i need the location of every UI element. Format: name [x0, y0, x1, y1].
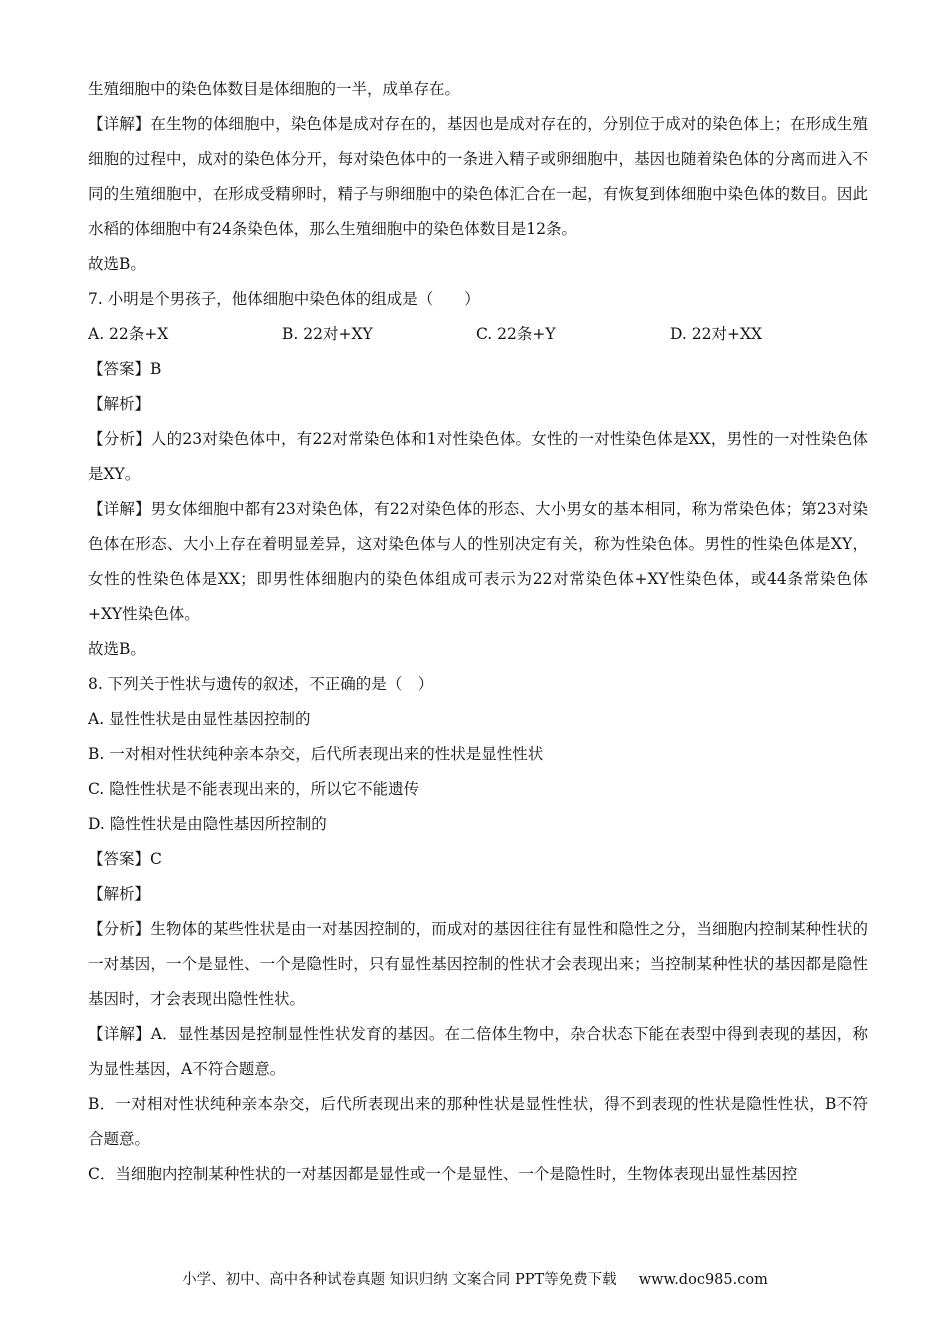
detail-paragraph: 【详解】男女体细胞中都有23对染色体，有22对染色体的形态、大小男女的基本相同，称为常染色体；第23对染色体在形态、大小上存在着明显差异，这对染色体与人的性别决定有关，称为性染色体。男性的性染色体是XY，女性的性染色体是XX；即男性体细胞内的染色体组成可表示为22对常染色体+XY性染色体，或44条常染色体+XY性染色体。 — [88, 500, 868, 623]
analysis-label: 【解析】 — [88, 395, 151, 413]
question-8: 8. 下列关于性状与遗传的叙述，不正确的是（ ） — [88, 675, 434, 693]
page-footer — [0, 1268, 950, 1289]
detail-paragraph: 【详解】A．显性基因是控制显性性状发育的基因。在二倍体生物中，杂合状态下能在表型中得到表现的基因，称为显性基因，A不符合题意。 — [88, 1025, 868, 1078]
option-b: B. 一对相对性状纯种亲本杂交，后代所表现出来的性状是显性性状 — [88, 745, 544, 763]
option-c: C. 隐性性状是不能表现出来的，所以它不能遗传 — [88, 780, 420, 798]
answer-choice-line: 故选B。 — [88, 255, 146, 273]
analysis-paragraph: 【分析】生物体的某些性状是由一对基因控制的，而成对的基因往往有显性和隐性之分，当细胞内控制某种性状的一对基因，一个是显性、一个是隐性时，只有显性基因控制的性状才会表现出来；当控制某种性状的基因都是隐性基因时，才会表现出隐性性状。 — [88, 920, 868, 1008]
option-a: A. 显性性状是由显性基因控制的 — [88, 710, 311, 728]
answer-choice-line: 故选B。 — [88, 640, 146, 658]
text-line: 生殖细胞中的染色体数目是体细胞的一半，成单存在。 — [88, 80, 461, 98]
answer-label: 【答案】C — [88, 850, 162, 868]
footer-text: 小学、初中、高中各种试卷真题 知识归纳 文案合同 PPT等免费下载 — [182, 1272, 617, 1288]
option-d: D. 22对+XX — [670, 325, 763, 343]
question-7-options — [88, 317, 868, 352]
option-d: D. 隐性性状是由隐性基因所控制的 — [88, 815, 327, 833]
detail-paragraph: 【详解】在生物的体细胞中，染色体是成对存在的，基因也是成对存在的，分别位于成对的染色体上；在形成生殖细胞的过程中，成对的染色体分开，每对染色体中的一条进入精子或卵细胞中，基因也随着染色体的分离而进入不同的生殖细胞中，在形成受精卵时，精子与卵细胞中的染色体汇合在一起，有恢复到体细胞中染色体的数目。因此水稻的体细胞中有24条染色体，那么生殖细胞中的染色体数目是12条。 — [88, 115, 868, 238]
question-7: 7. 小明是个男孩子，他体细胞中染色体的组成是（ ） — [88, 290, 480, 308]
option-a: A. 22条+X — [88, 325, 169, 343]
answer-label: 【答案】B — [88, 360, 162, 378]
document-content — [88, 72, 868, 1192]
analysis-label: 【解析】 — [88, 885, 151, 903]
option-c: C. 22条+Y — [476, 325, 556, 343]
detail-paragraph: C．当细胞内控制某种性状的一对基因都是显性或一个是显性、一个是隐性时，生物体表现出显性基因控 — [88, 1165, 798, 1183]
footer-url[interactable]: www.doc985.com — [638, 1272, 768, 1288]
option-b: B. 22对+XY — [282, 325, 373, 343]
analysis-paragraph: 【分析】人的23对染色体中，有22对常染色体和1对性染色体。女性的一对性染色体是XX，男性的一对性染色体是XY。 — [88, 430, 868, 483]
detail-paragraph: B．一对相对性状纯种亲本杂交，后代所表现出来的那种性状是显性性状，得不到表现的性状是隐性性状，B不符合题意。 — [88, 1095, 868, 1148]
